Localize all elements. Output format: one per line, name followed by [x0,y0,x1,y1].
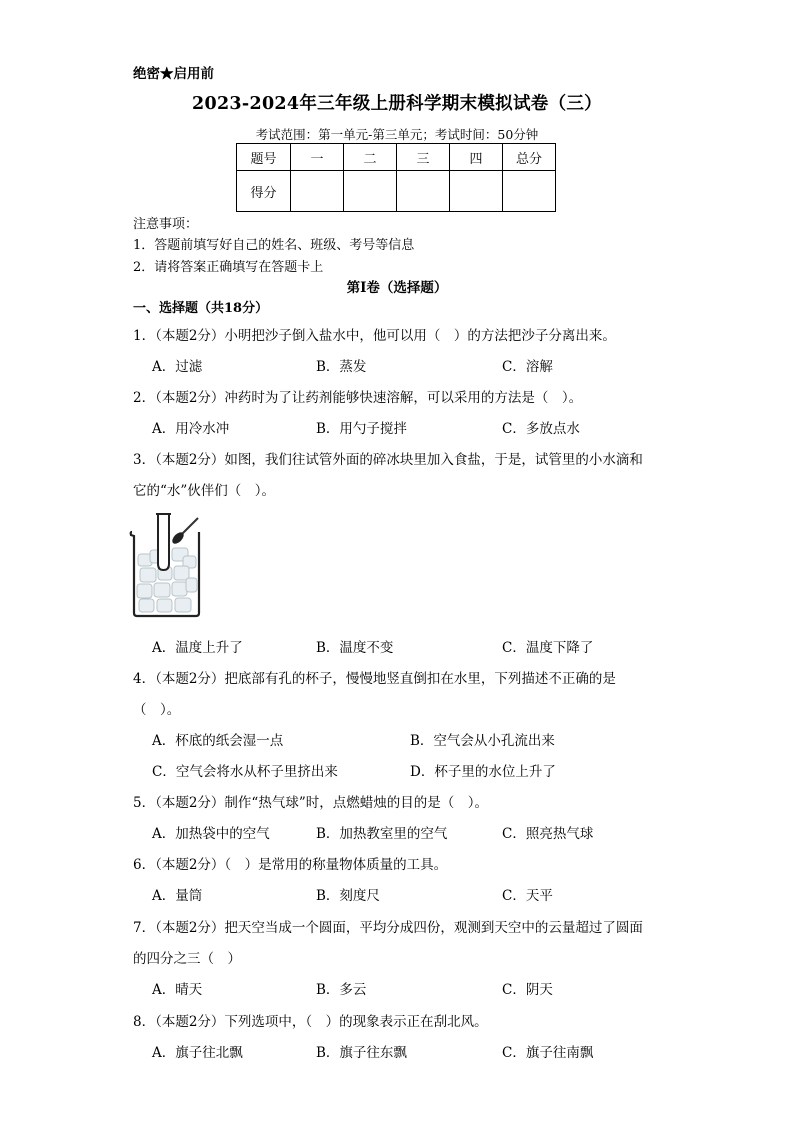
score-blank [503,171,556,212]
question-2-option-b: B．用勺子搅拌 [316,421,407,437]
score-table-score-row [237,171,556,212]
question-5-option-c: C．照亮热气球 [502,826,594,842]
question-5-option-b: B．加热教室里的空气 [316,826,448,842]
notice-item: 2．请将答案正确填写在答题卡上 [133,260,324,275]
score-row-label: 得分 [237,171,291,212]
score-blank [397,171,450,212]
question-5-text: 5．（本题2分）制作“热气球”时，点燃蜡烛的目的是（ ）。 [133,795,488,811]
question-8-option-b: B．旗子往东飘 [316,1045,407,1061]
notice-title: 注意事项： [133,217,199,232]
question-4-option-d: D．杯子里的水位上升了 [410,764,556,780]
question-1-option-a: A．过滤 [152,359,203,375]
part-title: 第I卷（选择题） [346,280,448,296]
question-4-text-line2: （ ）。 [133,702,181,718]
question-1-text: 1．（本题2分）小明把沙子倒入盐水中，他可以用（ ）的方法把沙子分离出来。 [133,328,616,344]
question-4-option-b: B．空气会从小孔流出来 [410,733,555,749]
question-2-option-a: A．用冷水冲 [152,421,230,437]
question-3-option-b: B．温度不变 [316,640,394,656]
score-cell-part2: 二 [344,144,397,171]
ice-beaker-test-tube-figure [128,512,208,620]
question-1-option-b: B．蒸发 [316,359,367,375]
score-cell-label: 题号 [237,144,291,171]
score-table [236,143,556,212]
score-blank [450,171,503,212]
question-8-option-c: C．旗子往南飘 [502,1045,594,1061]
question-3-text-line1: 3．（本题2分）如图，我们往试管外面的碎冰块里加入食盐，于是，试管里的小水滴和 [133,452,643,468]
question-4-option-a: A．杯底的纸会湿一点 [152,733,284,749]
question-5-option-a: A．加热袋中的空气 [152,826,270,842]
question-8-text: 8．（本题2分）下列选项中，（ ）的现象表示正在刮北风。 [133,1014,488,1030]
question-6-option-b: B．刻度尺 [316,888,380,904]
score-cell-part4: 四 [450,144,503,171]
question-7-option-b: B．多云 [316,982,367,998]
question-6-option-c: C．天平 [502,888,553,904]
score-cell-part1: 一 [291,144,344,171]
question-7-option-c: C．阴天 [502,982,553,998]
confidential-label: 绝密★启用前 [133,66,214,82]
question-7-text-line2: 的四分之三（ ） [133,951,241,967]
question-7-text-line1: 7．（本题2分）把天空当成一个圆面，平均分成四份，观测到天空中的云量超过了圆面 [133,920,643,936]
question-2-text: 2．（本题2分）冲药时为了让药剂能够快速溶解，可以采用的方法是（ ）。 [133,390,583,406]
score-cell-part3: 三 [397,144,450,171]
score-blank [344,171,397,212]
notice-item: 1．答题前填写好自己的姓名、班级、考号等信息 [133,238,415,253]
question-3-option-a: A．温度上升了 [152,640,243,656]
question-2-option-c: C．多放点水 [502,421,580,437]
score-table-header-row [237,144,556,171]
question-4-text-line1: 4．（本题2分）把底部有孔的杯子，慢慢地竖直倒扣在水里，下列描述不正确的是 [133,671,616,687]
question-7-option-a: A．晴天 [152,982,203,998]
question-6-text: 6．（本题2分）（ ）是常用的称量物体质量的工具。 [133,857,448,873]
question-8-option-a: A．旗子往北飘 [152,1045,243,1061]
section-title: 一、选择题（共18分） [133,301,269,316]
question-3-text-line2: 它的“水”伙伴们（ ）。 [133,483,276,499]
question-4-option-c: C．空气会将水从杯子里挤出来 [152,764,338,780]
exam-scope: 考试范围：第一单元-第三单元；考试时间：50分钟 [255,127,539,142]
question-3-option-c: C．温度下降了 [502,640,594,656]
exam-title: 2023-2024年三年级上册科学期末模拟试卷（三） [192,94,602,114]
question-6-option-a: A．量筒 [152,888,203,904]
score-blank [291,171,344,212]
score-cell-total: 总分 [503,144,556,171]
question-1-option-c: C．溶解 [502,359,553,375]
